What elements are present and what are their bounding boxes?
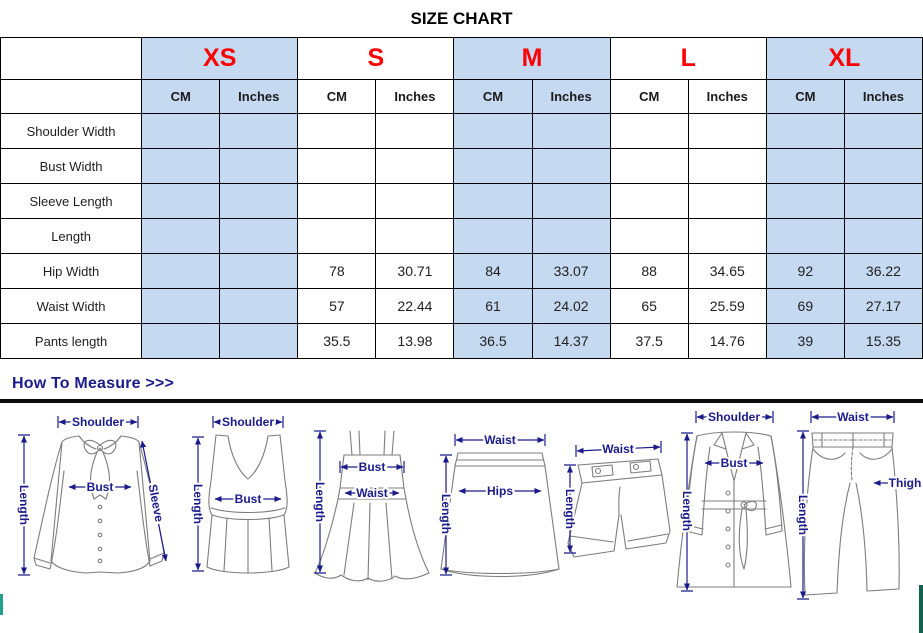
value-cell [298, 184, 376, 219]
value-cell [142, 219, 220, 254]
measure-label: Bust [86, 480, 114, 494]
measure-label: Length [17, 485, 31, 525]
unit-header-cm: CM [766, 80, 844, 114]
measure-label: Length [796, 495, 810, 535]
figure-pants [796, 410, 921, 599]
value-cell [454, 184, 532, 219]
value-cell: 84 [454, 254, 532, 289]
figure-blouse [17, 415, 167, 575]
value-cell [844, 149, 922, 184]
value-cell: 69 [766, 289, 844, 324]
measure-label: Shoulder [71, 415, 125, 429]
value-cell: 27.17 [844, 289, 922, 324]
value-cell [220, 254, 298, 289]
unit-header-cm: CM [610, 80, 688, 114]
row-label: Pants length [1, 324, 142, 359]
table-row [1, 149, 923, 184]
unit-header-cm: CM [454, 80, 532, 114]
value-cell [220, 184, 298, 219]
unit-header-inches: Inches [532, 80, 610, 114]
how-to-measure-heading: How To Measure >>> [12, 375, 175, 392]
value-cell [844, 184, 922, 219]
value-cell [142, 289, 220, 324]
figure-shorts [563, 441, 670, 557]
value-cell [688, 184, 766, 219]
value-cell [532, 219, 610, 254]
image-edge-artifact-left [0, 594, 3, 615]
table-row [1, 184, 923, 219]
measure-label: Waist [837, 410, 869, 424]
value-cell [220, 324, 298, 359]
value-cell [766, 184, 844, 219]
measure-label: Bust [720, 456, 748, 470]
measure-label: Sleeve [145, 482, 167, 524]
table-row [1, 254, 923, 289]
value-cell [298, 149, 376, 184]
value-cell [220, 219, 298, 254]
value-cell: 14.37 [532, 324, 610, 359]
value-cell [220, 149, 298, 184]
value-cell [142, 114, 220, 149]
unit-header-inches: Inches [220, 80, 298, 114]
value-cell: 15.35 [844, 324, 922, 359]
value-cell [844, 219, 922, 254]
measure-label: Length [439, 494, 453, 534]
measure-label: Length [680, 491, 694, 531]
value-cell [298, 219, 376, 254]
value-cell [610, 149, 688, 184]
figure-coat [677, 410, 791, 591]
value-cell: 37.5 [610, 324, 688, 359]
value-cell [766, 114, 844, 149]
value-cell: 25.59 [688, 289, 766, 324]
value-cell: 39 [766, 324, 844, 359]
value-cell [220, 289, 298, 324]
size-table [0, 37, 923, 359]
measure-label: Shoulder [707, 410, 761, 424]
value-cell: 33.07 [532, 254, 610, 289]
measure-label: Length [191, 484, 205, 524]
unit-header-row [1, 80, 923, 114]
value-cell [142, 324, 220, 359]
size-header-s: S [298, 38, 454, 80]
row-label: Shoulder Width [1, 114, 142, 149]
value-cell [142, 254, 220, 289]
unit-header-cm: CM [142, 80, 220, 114]
value-cell: 35.5 [298, 324, 376, 359]
value-cell [298, 114, 376, 149]
value-cell: 14.76 [688, 324, 766, 359]
table-row [1, 289, 923, 324]
value-cell [610, 114, 688, 149]
measure-label: Length [313, 482, 327, 522]
page-title: SIZE CHART [410, 9, 513, 28]
how-to-measure-diagrams [0, 403, 923, 608]
table-row [1, 219, 923, 254]
value-cell [142, 184, 220, 219]
figure-tank-top [191, 415, 289, 573]
figure-dress [313, 431, 429, 581]
value-cell [376, 184, 454, 219]
value-cell [766, 149, 844, 184]
unit-header-inches: Inches [688, 80, 766, 114]
corner-cell [1, 38, 142, 80]
value-cell: 65 [610, 289, 688, 324]
value-cell: 61 [454, 289, 532, 324]
corner-cell [1, 80, 142, 114]
value-cell [610, 184, 688, 219]
value-cell [688, 114, 766, 149]
measure-label: Bust [234, 492, 262, 506]
value-cell [220, 114, 298, 149]
value-cell [532, 184, 610, 219]
measure-label: Waist [484, 433, 516, 447]
value-cell: 34.65 [688, 254, 766, 289]
size-header-xs: XS [142, 38, 298, 80]
row-label: Waist Width [1, 289, 142, 324]
measure-label: Thigh [888, 476, 922, 490]
measure-label: Waist [356, 486, 388, 500]
row-label: Sleeve Length [1, 184, 142, 219]
size-header-m: M [454, 38, 610, 80]
size-table-body [1, 114, 923, 359]
value-cell [532, 114, 610, 149]
value-cell [688, 149, 766, 184]
value-cell [532, 149, 610, 184]
value-cell [454, 149, 532, 184]
measure-label: Bust [358, 460, 386, 474]
value-cell: 88 [610, 254, 688, 289]
value-cell: 57 [298, 289, 376, 324]
value-cell [766, 219, 844, 254]
value-cell: 36.5 [454, 324, 532, 359]
value-cell: 22.44 [376, 289, 454, 324]
row-label: Bust Width [1, 149, 142, 184]
figure-skirt [439, 433, 559, 577]
measure-label: Waist [602, 442, 634, 456]
unit-header-cm: CM [298, 80, 376, 114]
value-cell: 30.71 [376, 254, 454, 289]
value-cell: 78 [298, 254, 376, 289]
value-cell [142, 149, 220, 184]
measure-label: Hips [486, 484, 514, 498]
value-cell [454, 114, 532, 149]
row-label: Hip Width [1, 254, 142, 289]
unit-header-inches: Inches [376, 80, 454, 114]
value-cell [844, 114, 922, 149]
value-cell: 13.98 [376, 324, 454, 359]
value-cell: 24.02 [532, 289, 610, 324]
value-cell [610, 219, 688, 254]
value-cell [376, 114, 454, 149]
row-label: Length [1, 219, 142, 254]
value-cell: 92 [766, 254, 844, 289]
measure-label: Shoulder [221, 415, 275, 429]
value-cell [376, 149, 454, 184]
value-cell [454, 219, 532, 254]
size-header-l: L [610, 38, 766, 80]
table-row [1, 114, 923, 149]
image-edge-artifact-right [919, 585, 923, 633]
value-cell [688, 219, 766, 254]
unit-header-inches: Inches [844, 80, 922, 114]
size-header-row [1, 38, 923, 80]
value-cell [376, 219, 454, 254]
table-row [1, 324, 923, 359]
measure-label: Length [563, 489, 577, 529]
size-header-xl: XL [766, 38, 922, 80]
value-cell: 36.22 [844, 254, 922, 289]
